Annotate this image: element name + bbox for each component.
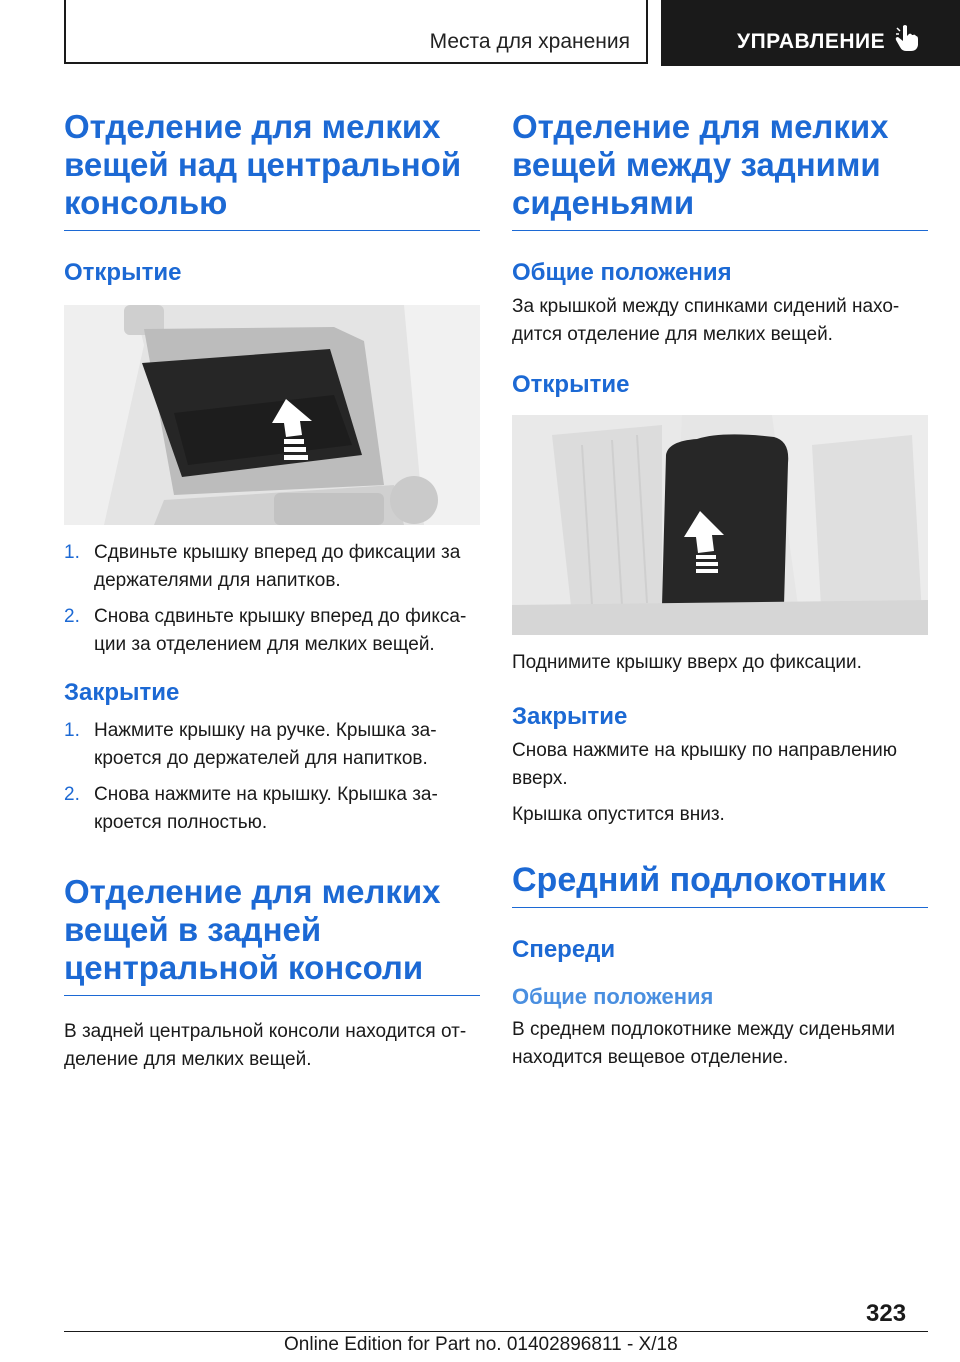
list-item xyxy=(64,603,480,659)
subheading-closing: Закрытие xyxy=(512,703,628,730)
general-description: За крышкой между спинками сидений находится отделение для мелких вещей. xyxy=(512,296,900,345)
heading-overhead-console-compartment xyxy=(64,108,480,231)
heading-rear-console-compartment xyxy=(64,873,480,996)
heading-rear-seats-compartment xyxy=(512,108,928,231)
step-number: 2. xyxy=(64,606,80,627)
subheading-opening: Открытие xyxy=(512,371,630,398)
heading-line: центральной консоли xyxy=(64,949,424,986)
close-instruction: Снова нажмите на крышку по направлению вверх. xyxy=(512,740,897,789)
page-number: 323 xyxy=(866,1300,907,1327)
subheading-front-general: Общие положения xyxy=(512,984,714,1009)
photo-center-console-lid xyxy=(64,305,480,525)
photo-rear-seat-illustration xyxy=(512,415,928,635)
step-number: 1. xyxy=(64,542,80,563)
chapter-title: УПРАВЛЕНИЕ xyxy=(737,30,886,53)
subheading-closing: Закрытие xyxy=(64,679,180,706)
front-armrest-description: В среднем подлокотнике между сиденьями находится вещевое отделение. xyxy=(512,1019,896,1068)
heading-center-armrest: Средний подлокотник xyxy=(512,861,928,908)
section-tab xyxy=(64,0,648,64)
left-column xyxy=(64,108,480,1074)
heading-line: вещей в задней xyxy=(64,911,322,948)
heading-line: Отделение для мелких xyxy=(64,108,441,145)
photo-rear-seat-compartment xyxy=(512,415,928,635)
right-column xyxy=(512,108,928,1072)
photo-center-console-illustration xyxy=(64,305,480,525)
rear-console-description: В задней центральной консоли находится отделение для мелких вещей. xyxy=(64,1021,467,1070)
step-text: Нажмите крышку на ручке. Крышка закроется до держателей для напитков. xyxy=(94,720,437,769)
close-result: Крышка опустится вниз. xyxy=(512,804,725,825)
heading-line: консолью xyxy=(64,184,228,221)
subheading-front: Спереди xyxy=(512,936,616,963)
hand-pointer-icon xyxy=(895,24,919,52)
subheading-general: Общие положения xyxy=(512,259,732,286)
step-text: Снова сдвиньте крышку вперед до фиксации за отделением для мелких вещей. xyxy=(94,606,467,655)
list-item xyxy=(64,717,480,773)
heading-line: сиденьями xyxy=(512,184,695,221)
subheading-opening: Открытие xyxy=(64,259,182,286)
footer-edition: Online Edition for Part no. 01402896811 - X/18 xyxy=(284,1334,678,1355)
chapter-tab xyxy=(661,0,960,66)
heading-line: Отделение для мелких xyxy=(512,108,889,145)
step-text: Сдвиньте крышку вперед до фиксации за держателями для напитков. xyxy=(94,542,461,591)
step-text: Снова нажмите на крышку. Крышка закроется полностью. xyxy=(94,784,438,833)
heading-line: вещей над центральной xyxy=(64,146,462,183)
heading-line: вещей между задними xyxy=(512,146,881,183)
closing-steps-list xyxy=(64,717,480,837)
page-header xyxy=(0,0,960,66)
footer-divider xyxy=(64,1331,928,1332)
step-number: 2. xyxy=(64,784,80,805)
list-item xyxy=(64,781,480,837)
step-number: 1. xyxy=(64,720,80,741)
list-item xyxy=(64,539,480,595)
opening-steps-list xyxy=(64,539,480,659)
open-instruction: Поднимите крышку вверх до фиксации. xyxy=(512,652,862,673)
section-title: Места для хранения xyxy=(429,30,630,53)
heading-line: Отделение для мелких xyxy=(64,873,441,910)
